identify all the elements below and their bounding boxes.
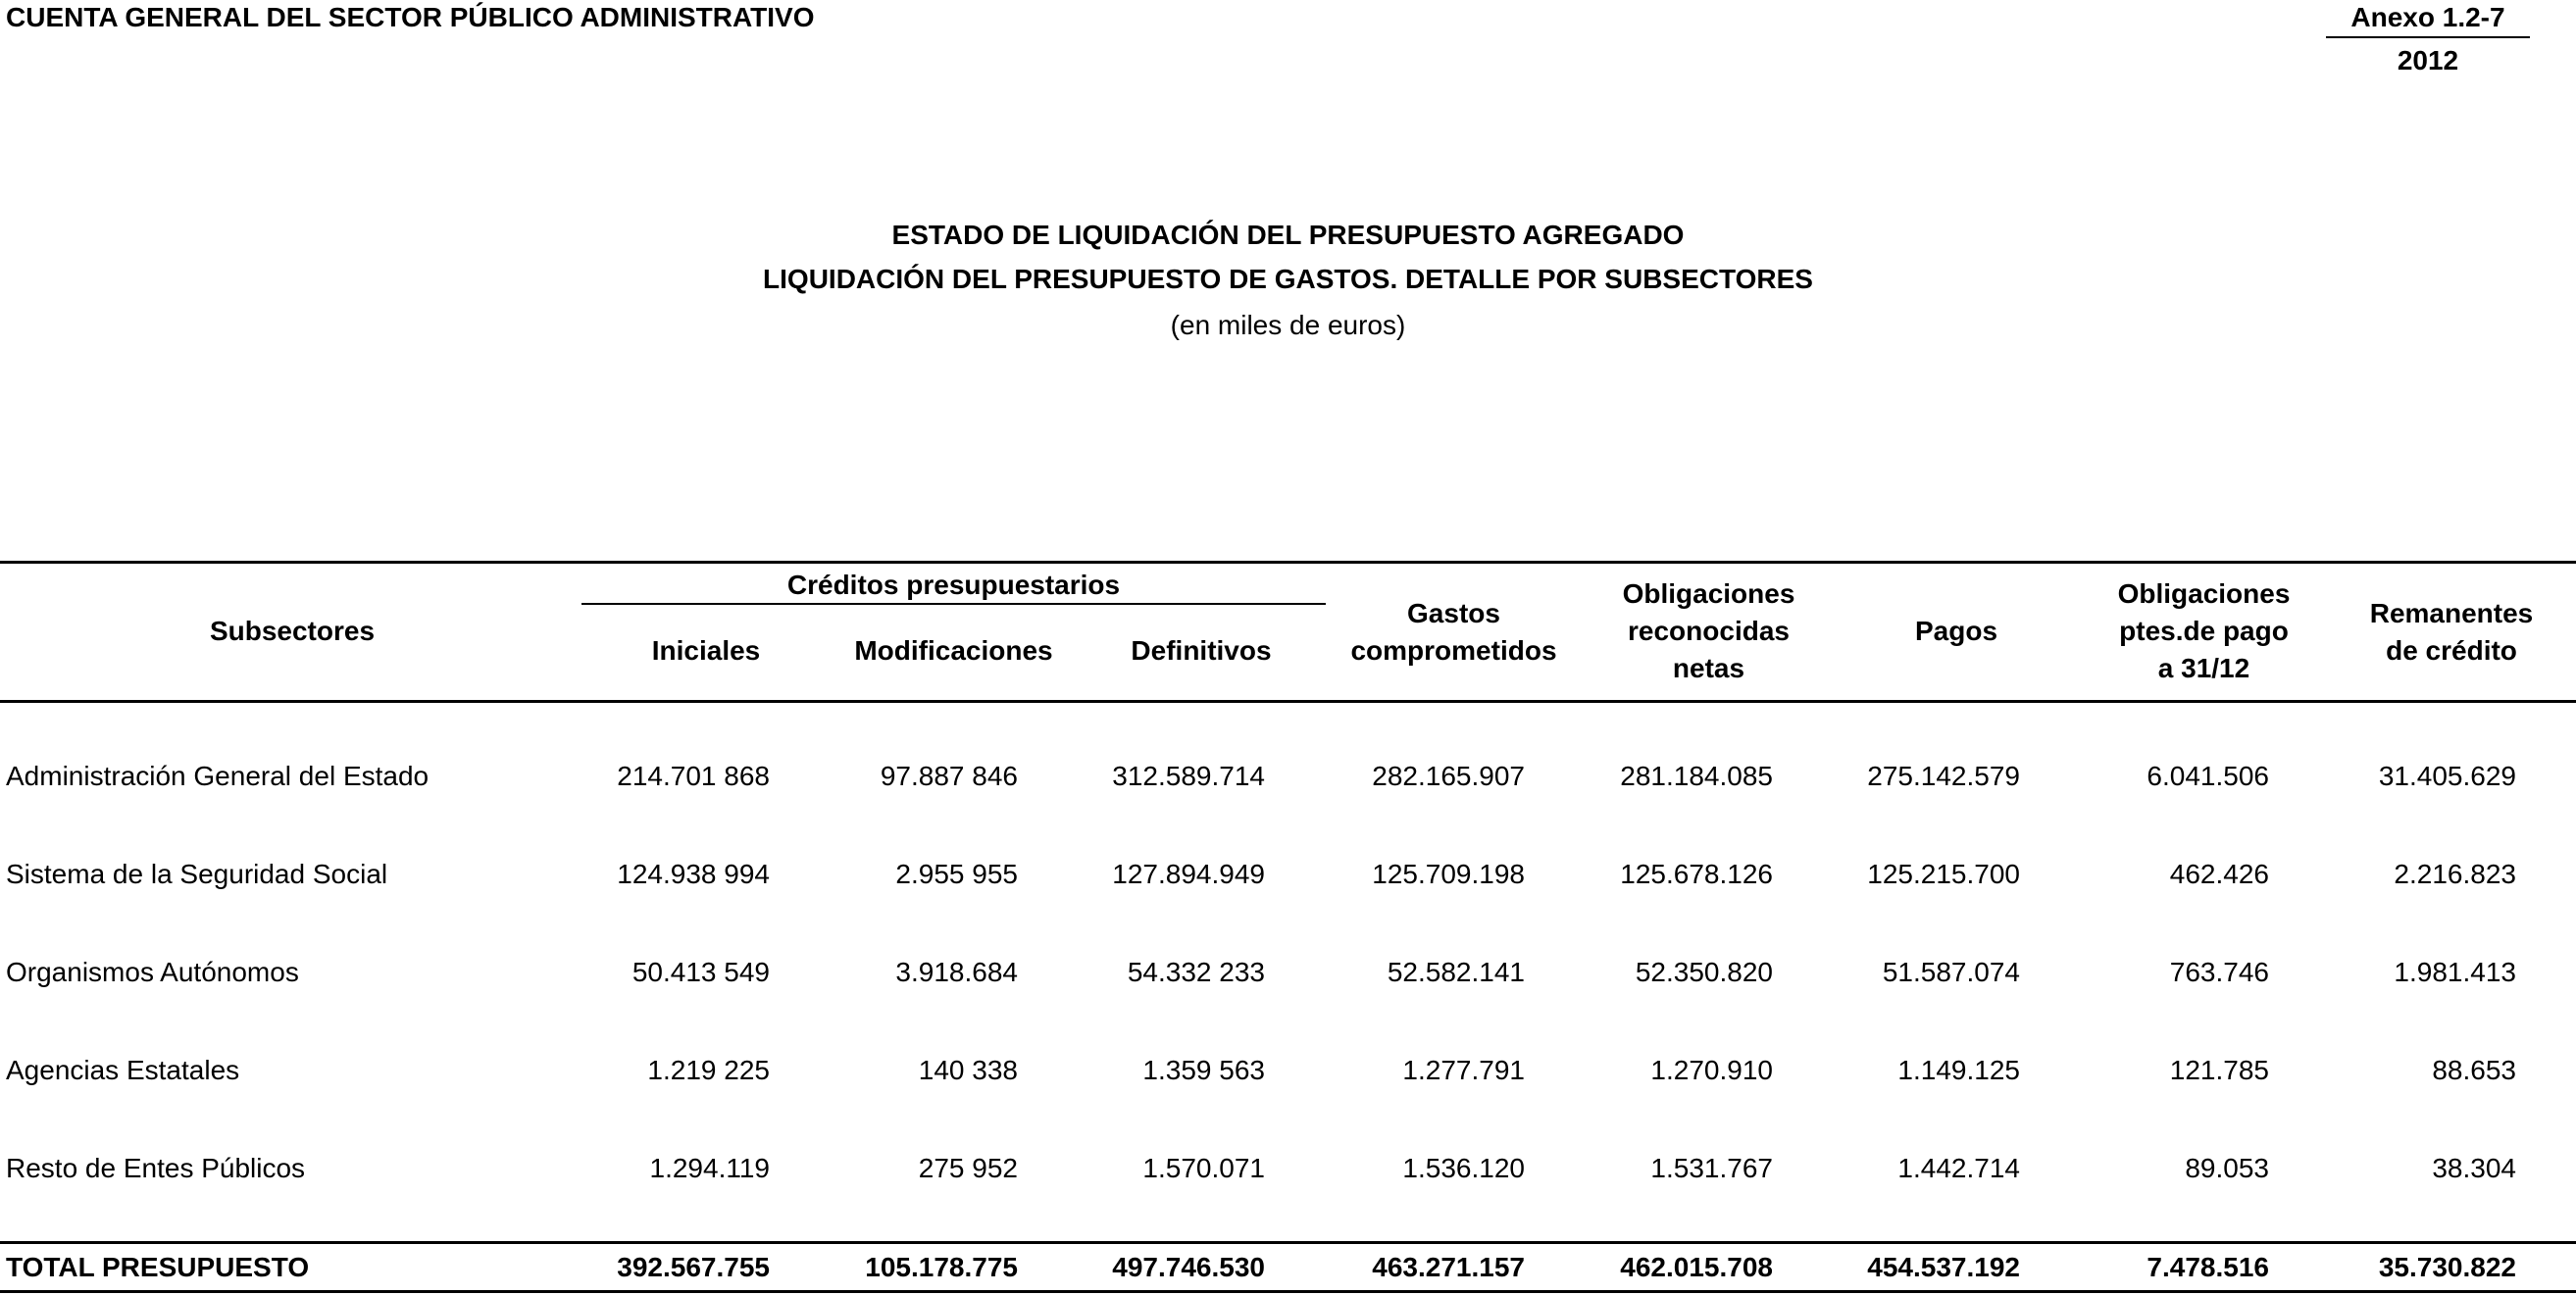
table-cell: 1.359 563 — [1142, 1055, 1265, 1085]
table-cell: 312.589.714 — [1112, 761, 1265, 791]
table-cell: 125.709.198 — [1372, 859, 1525, 889]
table-cell: 88.653 — [2432, 1055, 2516, 1085]
col-header-ptes-line3: a 31/12 — [2157, 653, 2250, 683]
report-subtitle: LIQUIDACIÓN DEL PRESUPUESTO DE GASTOS. DETALLE POR SUBSECTORES — [763, 264, 1813, 294]
table-cell: 140 338 — [918, 1055, 1018, 1085]
col-header-remanentes — [2334, 595, 2569, 670]
col-header-rem-line2: de crédito — [2386, 635, 2517, 666]
col-header-modificaciones: Modificaciones — [854, 635, 1053, 666]
col-header-gastos-line2: comprometidos — [1350, 635, 1557, 666]
year-label: 2012 — [2397, 45, 2459, 75]
table-cell: 281.184.085 — [1620, 761, 1773, 791]
table-cell: 125.215.700 — [1867, 859, 2020, 889]
row-label: Administración General del Estado — [6, 761, 429, 791]
col-header-oblig-line2: reconocidas — [1628, 616, 1790, 646]
row-label: Organismos Autónomos — [6, 957, 299, 987]
table-cell: 275 952 — [918, 1153, 1018, 1183]
total-cell: 392.567.755 — [617, 1252, 770, 1282]
units-note: (en miles de euros) — [1170, 310, 1406, 340]
table-cell: 1.270.910 — [1650, 1055, 1773, 1085]
col-header-oblig-line1: Obligaciones — [1622, 578, 1795, 609]
total-cell: 462.015.708 — [1620, 1252, 1773, 1282]
total-cell: 35.730.822 — [2378, 1252, 2516, 1282]
total-cell: 105.178.775 — [865, 1252, 1018, 1282]
row-label: Resto de Entes Públicos — [6, 1153, 306, 1183]
table-cell: 1.149.125 — [1897, 1055, 2020, 1085]
row-label: Sistema de la Seguridad Social — [6, 859, 388, 889]
table-cell: 6.041.506 — [2147, 761, 2269, 791]
table-cell: 52.350.820 — [1635, 957, 1773, 987]
table-cell: 462.426 — [2169, 859, 2269, 889]
total-cell: 463.271.157 — [1372, 1252, 1525, 1282]
row-label: Agencias Estatales — [6, 1055, 240, 1085]
table-cell: 1.531.767 — [1650, 1153, 1773, 1183]
table-cell: 51.587.074 — [1882, 957, 2020, 987]
table-cell: 52.582.141 — [1387, 957, 1525, 987]
table-cell: 214.701 868 — [617, 761, 770, 791]
table-cell: 763.746 — [2169, 957, 2269, 987]
table-cell: 97.887 846 — [880, 761, 1018, 791]
table-cell: 2.955 955 — [895, 859, 1018, 889]
col-header-definitivos: Definitivos — [1131, 635, 1272, 666]
table-cell: 3.918.684 — [895, 957, 1018, 987]
col-group-creditos: Créditos presupuestarios — [786, 570, 1121, 600]
table-cell: 1.294.119 — [649, 1153, 770, 1183]
report-title: ESTADO DE LIQUIDACIÓN DEL PRESUPUESTO AGREGADO — [891, 220, 1685, 250]
document-header-title: CUENTA GENERAL DEL SECTOR PÚBLICO ADMINISTRATIVO — [6, 2, 815, 32]
col-header-pagos: Pagos — [1914, 616, 1998, 646]
table-cell: 1.219 225 — [647, 1055, 770, 1085]
table-cell: 54.332 233 — [1127, 957, 1265, 987]
table-cell: 1.442.714 — [1897, 1153, 2020, 1183]
table-cell: 1.570.071 — [1142, 1153, 1265, 1183]
total-cell: 7.478.516 — [2147, 1252, 2269, 1282]
annex-underline — [2326, 36, 2530, 38]
table-cell: 1.536.120 — [1402, 1153, 1525, 1183]
table-cell: 127.894.949 — [1112, 859, 1265, 889]
total-cell: 497.746.530 — [1112, 1252, 1265, 1282]
table-cell: 275.142.579 — [1867, 761, 2020, 791]
col-header-obligaciones — [1579, 575, 1839, 687]
table-cell: 2.216.823 — [2394, 859, 2516, 889]
table-cell: 121.785 — [2169, 1055, 2269, 1085]
col-header-rem-line1: Remanentes — [2369, 598, 2534, 628]
table-cell: 282.165.907 — [1372, 761, 1525, 791]
table-top-rule — [0, 561, 2576, 564]
table-cell: 1.277.791 — [1402, 1055, 1525, 1085]
total-cell: 454.537.192 — [1867, 1252, 2020, 1282]
table-cell: 125.678.126 — [1620, 859, 1773, 889]
table-cell: 124.938 994 — [617, 859, 770, 889]
table-cell: 31.405.629 — [2378, 761, 2516, 791]
total-label: TOTAL PRESUPUESTO — [6, 1252, 310, 1282]
col-header-iniciales: Iniciales — [651, 635, 761, 666]
annex-label: Anexo 1.2-7 — [2350, 2, 2505, 32]
col-header-ptes — [2069, 575, 2339, 687]
table-bottom-rule — [0, 1290, 2576, 1293]
col-header-subsectores: Subsectores — [209, 616, 376, 646]
table-cell: 38.304 — [2432, 1153, 2516, 1183]
header-bottom-rule — [0, 700, 2576, 703]
col-header-ptes-line2: ptes.de pago — [2119, 616, 2289, 646]
col-header-gastos — [1324, 595, 1584, 670]
col-header-gastos-line1: Gastos — [1407, 598, 1500, 628]
table-cell: 1.981.413 — [2394, 957, 2516, 987]
col-header-ptes-line1: Obligaciones — [2117, 578, 2291, 609]
table-cell: 50.413 549 — [631, 957, 770, 987]
total-top-rule — [0, 1241, 2576, 1244]
table-cell: 89.053 — [2185, 1153, 2269, 1183]
col-header-oblig-line3: netas — [1672, 653, 1745, 683]
